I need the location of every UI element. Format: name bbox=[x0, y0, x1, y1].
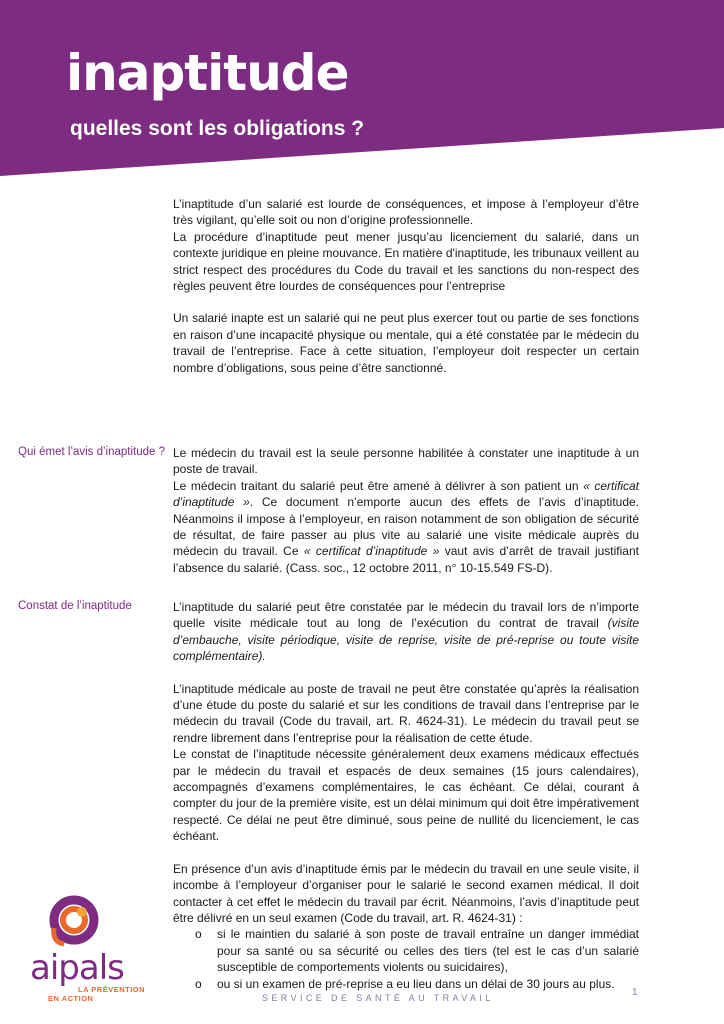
intro-paragraph: La procédure d’inaptitude peut mener jusqu’au licenciement du salarié, dans un contexte juridique en pleine mouvance. En matière d'inaptitude, les tribunaux veillent au strict respect des procédures du Code du travail et les sanctions du non-respect des règles peuvent être lourdes de conséquences pour l’entreprise bbox=[173, 229, 639, 294]
list-item bbox=[173, 926, 639, 975]
italic-run: « certificat d’inaptitude » bbox=[303, 544, 440, 559]
italic-run: « certificat d’inaptitude » bbox=[173, 478, 640, 510]
section-paragraph: Le médecin du travail est la seule personne habilitée à constater une inaptitude à un poste de travail. bbox=[173, 446, 639, 477]
section-label-avis: Qui émet l’avis d’inaptitude ? bbox=[18, 446, 166, 458]
logo-tagline: LA PRÉVENTION bbox=[78, 985, 146, 994]
intro-section bbox=[173, 196, 639, 376]
section-constat bbox=[173, 599, 639, 992]
bullet-text: ou si un examen de pré-reprise a eu lieu dans un délai de 30 jours au plus. bbox=[217, 976, 615, 991]
section-label-constat: Constat de l’inaptitude bbox=[18, 600, 132, 612]
bullet-list bbox=[173, 926, 639, 992]
section-paragraph: En présence d’un avis d’inaptitude émis par le médecin du travail en une seule visite, il incombe à l’employeur d’organiser pour le salarié le second examen médical. Il doit contacter à cet effet le médecin du travail par écrit. Néanmoins, l’avis d’inaptitude peut être délivré en un seul examen (Code du travail, art. R. 4624-31) : bbox=[173, 861, 639, 925]
section-paragraph: L’inaptitude médicale au poste de travail ne peut être constatée qu’après la réalisation d’une étude du poste du salarié et sur les conditions de travail dans l’entreprise par le médecin du travail (Code du travail, art. R. 4624-31). Le médecin du travail peut se rendre librement dans l’entreprise pour la réalisation de cette étude. bbox=[173, 681, 639, 745]
section-paragraph: Le constat de l’inaptitude nécessite généralement deux examens médicaux effectués par le médecin du travail et espacés de deux semaines (15 jours calendaires), accompagnés d’examens complémentaires, le cas échéant. Ce délai, courant à compter du jour de la première visite, est un délai minimum qui doit être impérativement respecté. Ce délai ne peut être diminué, sous peine de nullité du licenciement, le cas échéant. bbox=[173, 747, 639, 844]
page-subtitle: quelles sont les obligations ? bbox=[70, 117, 365, 140]
section-avis bbox=[173, 445, 639, 576]
section-paragraph bbox=[173, 478, 639, 576]
intro-paragraph: Un salarié inapte est un salarié qui ne peut plus exercer tout ou partie de ses fonctions en raison d’une incapacité physique ou mentale, qui a été constatée par le médecin du travail de l’entreprise. Face à cette situation, l’employeur doit respecter un certain nombre d’obligations, sous peine d’être sanctionné. bbox=[173, 311, 639, 375]
text-run: Le médecin traitant du salarié peut être amené à délivrer à son patient un bbox=[173, 478, 584, 493]
page-number: 1 bbox=[632, 987, 638, 998]
list-item bbox=[173, 976, 639, 992]
section-paragraph bbox=[173, 599, 639, 665]
page-title: inaptitude bbox=[66, 44, 349, 102]
text-run: vaut avis d’arrêt de travail justifiant l’absence du salarié. (Cass. soc., 12 octobre 2011, n° 10-15.549 FS-D). bbox=[173, 544, 639, 575]
footer-service: SERVICE DE SANTÉ AU TRAVAIL bbox=[262, 993, 494, 1003]
logo-wordmark: aipals bbox=[30, 948, 124, 988]
bullet-marker: o bbox=[195, 976, 202, 991]
bullet-text: si le maintien du salarié à son poste de travail entraîne un danger immédiat pour sa santé ou sa sécurité ou celles des tiers (tel est le cas d’un salarié susceptible de comportements violents ou suicidaires), bbox=[217, 927, 639, 975]
logo-tagline: EN ACTION bbox=[48, 994, 94, 1003]
italic-run: (visite d’embauche, visite périodique, visite de reprise, visite de pré-reprise ou toute visite complémentaire). bbox=[173, 616, 639, 664]
text-run: . Ce document n’emporte aucun des effets de l’avis d’inaptitude. Néanmoins il impose à l’employeur, en raison notamment de son obligation de sécurité de résultat, de faire passer au plus vite au salarié une visite médicale auprès du médecin du travail. Ce bbox=[173, 495, 640, 559]
intro-paragraph: L’inaptitude d’un salarié est lourde de conséquences, et impose à l’employeur d’être très vigilant, qu’elle soit ou non d’origine professionnelle. bbox=[173, 197, 639, 228]
text-run: L’inaptitude du salarié peut être constatée par le médecin du travail lors de n’importe quelle visite médicale tout au long de l’exécution du contrat de travail bbox=[173, 600, 639, 631]
bullet-marker: o bbox=[195, 927, 202, 942]
